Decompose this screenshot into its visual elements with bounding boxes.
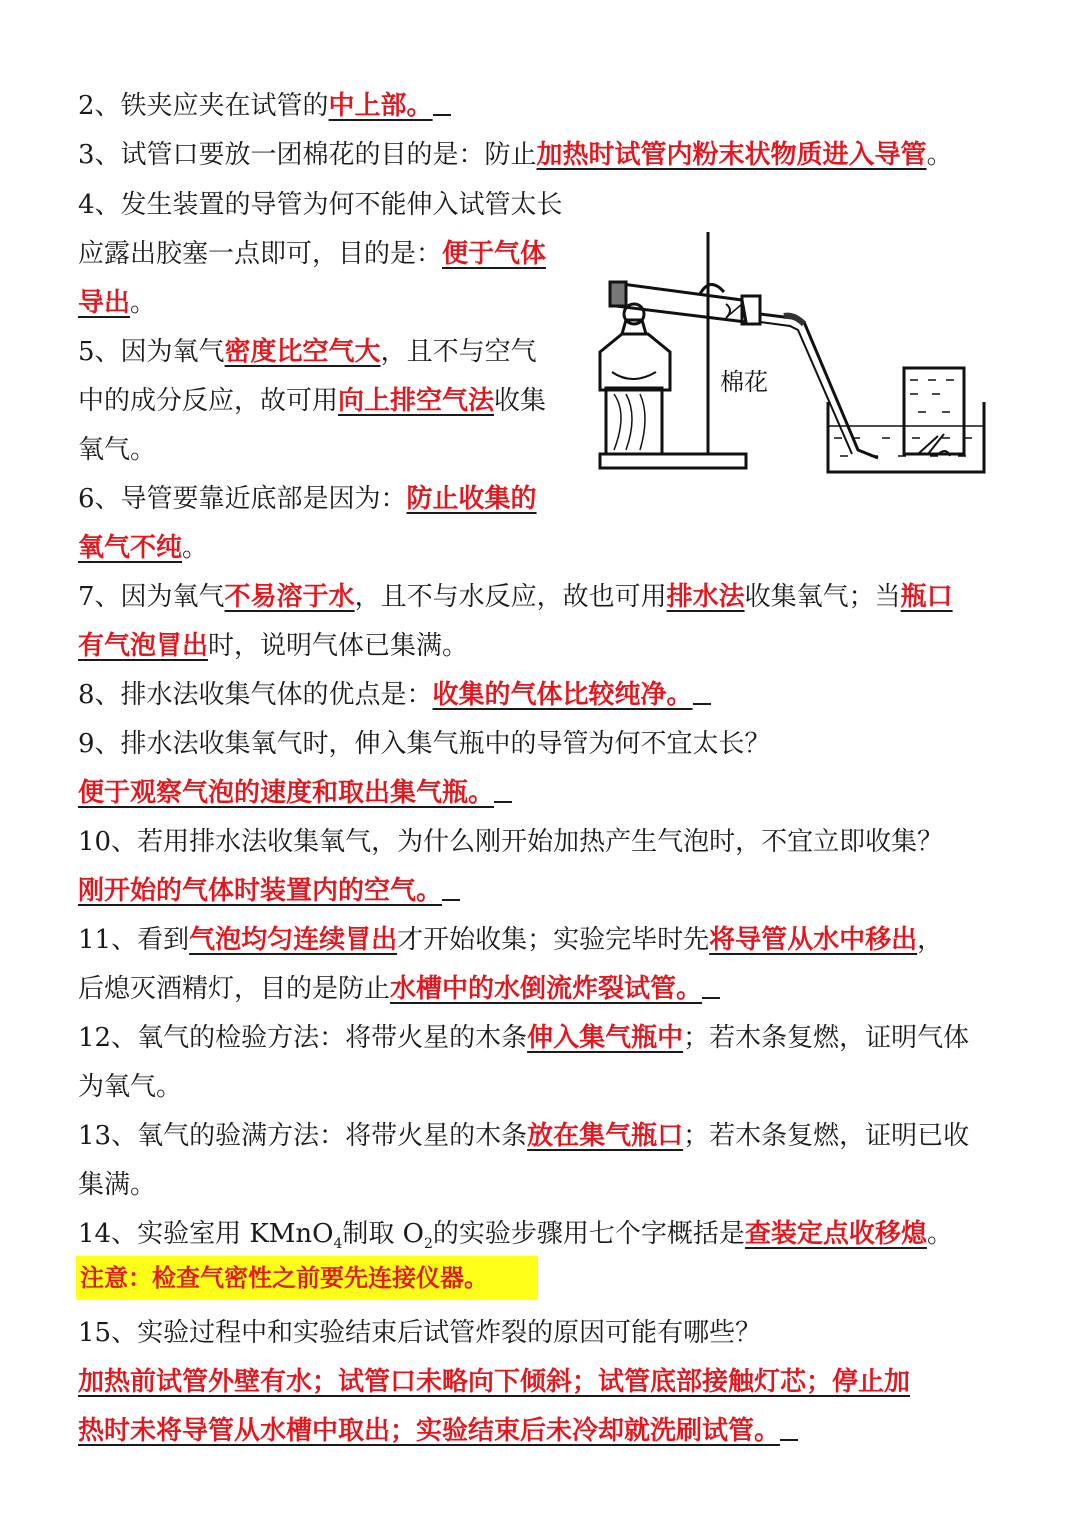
- item-6-answer-2: 氧气不纯: [78, 533, 183, 563]
- item-12-line-1: [78, 1018, 969, 1058]
- gas-collecting-bottle: [904, 368, 964, 454]
- stand-base: [600, 454, 746, 468]
- item-11-answer: 气泡均匀连续冒出: [189, 925, 398, 955]
- subscript: 4: [333, 1236, 343, 1252]
- item-11-answer-3: 水槽中的水倒流炸裂试管。: [390, 974, 703, 1004]
- item-13-line-2: [78, 1165, 156, 1205]
- item-5-text-4: 收集: [494, 386, 547, 416]
- answer-blank-extension: [780, 1411, 798, 1441]
- item-14-answer: 查装定点收移熄: [744, 1219, 927, 1249]
- item-7-line-2: [78, 626, 468, 666]
- item-13-text-3: 集满。: [78, 1170, 157, 1200]
- item-2-answer: 中上部。: [328, 91, 433, 121]
- item-3-answer: 加热时试管内粉末状物质进入导管: [536, 140, 927, 170]
- item-5-answer-2: 向上排空气法: [338, 386, 495, 416]
- item-5-text-3: 中的成分反应，故可用: [78, 386, 339, 416]
- item-7-text: 7、因为氧气: [78, 582, 225, 612]
- item-2: [78, 86, 451, 126]
- note-highlight: [76, 1256, 538, 1300]
- item-11-text-2: 才开始收集；实验完毕时先: [397, 925, 710, 955]
- item-7-answer-3: 瓶口: [900, 582, 953, 612]
- item-4-text-2: 应露出胶塞一点即可，目的是：: [78, 239, 443, 269]
- item-5-line-2: [78, 381, 546, 421]
- item-5-text-2: ，且不与空气: [380, 337, 537, 367]
- cotton-label: 棉花: [720, 368, 768, 396]
- item-11-answer-2: 将导管从水中移出: [709, 925, 918, 955]
- item-6-end: 。: [182, 533, 209, 563]
- answer-blank-extension: [702, 969, 720, 999]
- item-11-line-2: [78, 969, 720, 1009]
- item-14-text-3: 的实验步骤用七个字概括是: [432, 1219, 745, 1249]
- item-10-question: [78, 822, 943, 862]
- item-12-line-2: [78, 1067, 182, 1107]
- answer-blank-extension: [693, 675, 711, 705]
- item-3-end: 。: [926, 140, 953, 170]
- item-11-text: 11、看到: [78, 925, 190, 955]
- item-12-answer: 伸入集气瓶中: [527, 1023, 684, 1053]
- item-8: [78, 675, 711, 715]
- item-13-line-1: [78, 1116, 969, 1156]
- item-10-answer: 刚开始的气体时装置内的空气。: [78, 876, 443, 906]
- item-4-answer-2: 导出: [78, 288, 131, 318]
- item-5-line-1: [78, 332, 537, 372]
- powder: [610, 282, 626, 306]
- item-8-answer: 收集的气体比较纯净。: [432, 680, 693, 710]
- oxygen-apparatus-diagram: [592, 222, 992, 478]
- item-7-text-4: 时，说明气体已集满。: [208, 631, 469, 661]
- item-3: [78, 135, 953, 175]
- item-10-answer-line: [78, 871, 460, 911]
- answer-blank-extension: [494, 773, 512, 803]
- item-13-answer: 放在集气瓶口: [527, 1121, 684, 1151]
- subscript: 2: [423, 1236, 433, 1252]
- item-4-answer: 便于气体: [442, 239, 547, 269]
- wood-block: [606, 388, 662, 454]
- item-15-text: 15、实验过程中和实验结束后试管炸裂的原因可能有哪些？: [78, 1318, 762, 1348]
- item-14-text: 14、实验室用 KMnO: [78, 1219, 334, 1249]
- apparatus-drawing: [592, 222, 992, 478]
- item-5-text: 5、因为氧气: [78, 337, 225, 367]
- item-4-line-1: [78, 185, 563, 225]
- item-4-text: 4、发生装置的导管为何不能伸入试管太长: [78, 190, 563, 220]
- item-6-answer: 防止收集的: [406, 484, 537, 514]
- item-3-text: 3、试管口要放一团棉花的目的是：防止: [78, 140, 537, 170]
- item-9-answer-line: [78, 773, 512, 813]
- item-13-text-2: ；若木条复燃，证明已收: [683, 1121, 970, 1151]
- item-7-answer-4: 有气泡冒出: [78, 631, 209, 661]
- item-4-line-3: [78, 283, 156, 323]
- item-11-text-3: ，: [917, 925, 944, 955]
- item-7-line-1: [78, 577, 953, 617]
- item-9-text: 9、排水法收集氧气时，伸入集气瓶中的导管为何不宜太长？: [78, 729, 771, 759]
- item-6-text: 6、导管要靠近底部是因为：: [78, 484, 407, 514]
- item-15-answer: 加热前试管外壁有水；试管口未略向下倾斜；试管底部接触灯芯；停止加: [78, 1367, 911, 1397]
- item-5-line-3: [78, 430, 156, 470]
- item-2-text: 2、铁夹应夹在试管的: [78, 91, 329, 121]
- item-9-answer: 便于观察气泡的速度和取出集气瓶。: [78, 778, 495, 808]
- item-15-answer-2: 热时未将导管从水槽中取出；实验结束后未冷却就洗刷试管。: [78, 1416, 781, 1446]
- item-5-text-5: 氧气。: [78, 435, 157, 465]
- item-7-answer-2: 排水法: [666, 582, 745, 612]
- item-8-text: 8、排水法收集气体的优点是：: [78, 680, 433, 710]
- item-11-text-4: 后熄灭酒精灯，目的是防止: [78, 974, 391, 1004]
- item-13-text: 13、氧气的验满方法：将带火星的木条: [78, 1121, 528, 1151]
- item-14: [78, 1214, 953, 1254]
- answer-blank-extension: [442, 871, 460, 901]
- item-12-text: 12、氧气的检验方法：将带火星的木条: [78, 1023, 528, 1053]
- alcohol-lamp: [600, 334, 670, 390]
- item-12-text-3: 为氧气。: [78, 1072, 183, 1102]
- note-text: 注意：检查气密性之前要先连接仪器。: [80, 1264, 488, 1292]
- item-7-answer: 不易溶于水: [224, 582, 355, 612]
- item-15-answer-line-2: [78, 1411, 798, 1451]
- item-14-text-2: 制取 O: [342, 1219, 424, 1249]
- item-5-answer: 密度比空气大: [224, 337, 381, 367]
- item-10-text: 10、若用排水法收集氧气，为什么刚开始加热产生气泡时，不宜立即收集？: [78, 827, 944, 857]
- item-6-line-1: [78, 479, 537, 519]
- item-6-line-2: [78, 528, 208, 568]
- item-14-end: 。: [926, 1219, 953, 1249]
- item-9-question: [78, 724, 771, 764]
- clamp: [700, 284, 724, 294]
- delivery-tube: [760, 314, 878, 458]
- item-7-text-2: ，且不与水反应，故也可用: [354, 582, 667, 612]
- item-15-answer-line-1: [78, 1362, 910, 1402]
- item-11-line-1: [78, 920, 943, 960]
- item-7-text-3: 收集氧气；当: [744, 582, 901, 612]
- item-4-end: 。: [130, 288, 157, 318]
- item-12-text-2: ；若木条复燃，证明气体: [683, 1023, 970, 1053]
- answer-blank-extension: [433, 86, 451, 116]
- item-4-line-2: [78, 234, 546, 274]
- item-15-question: [78, 1313, 761, 1353]
